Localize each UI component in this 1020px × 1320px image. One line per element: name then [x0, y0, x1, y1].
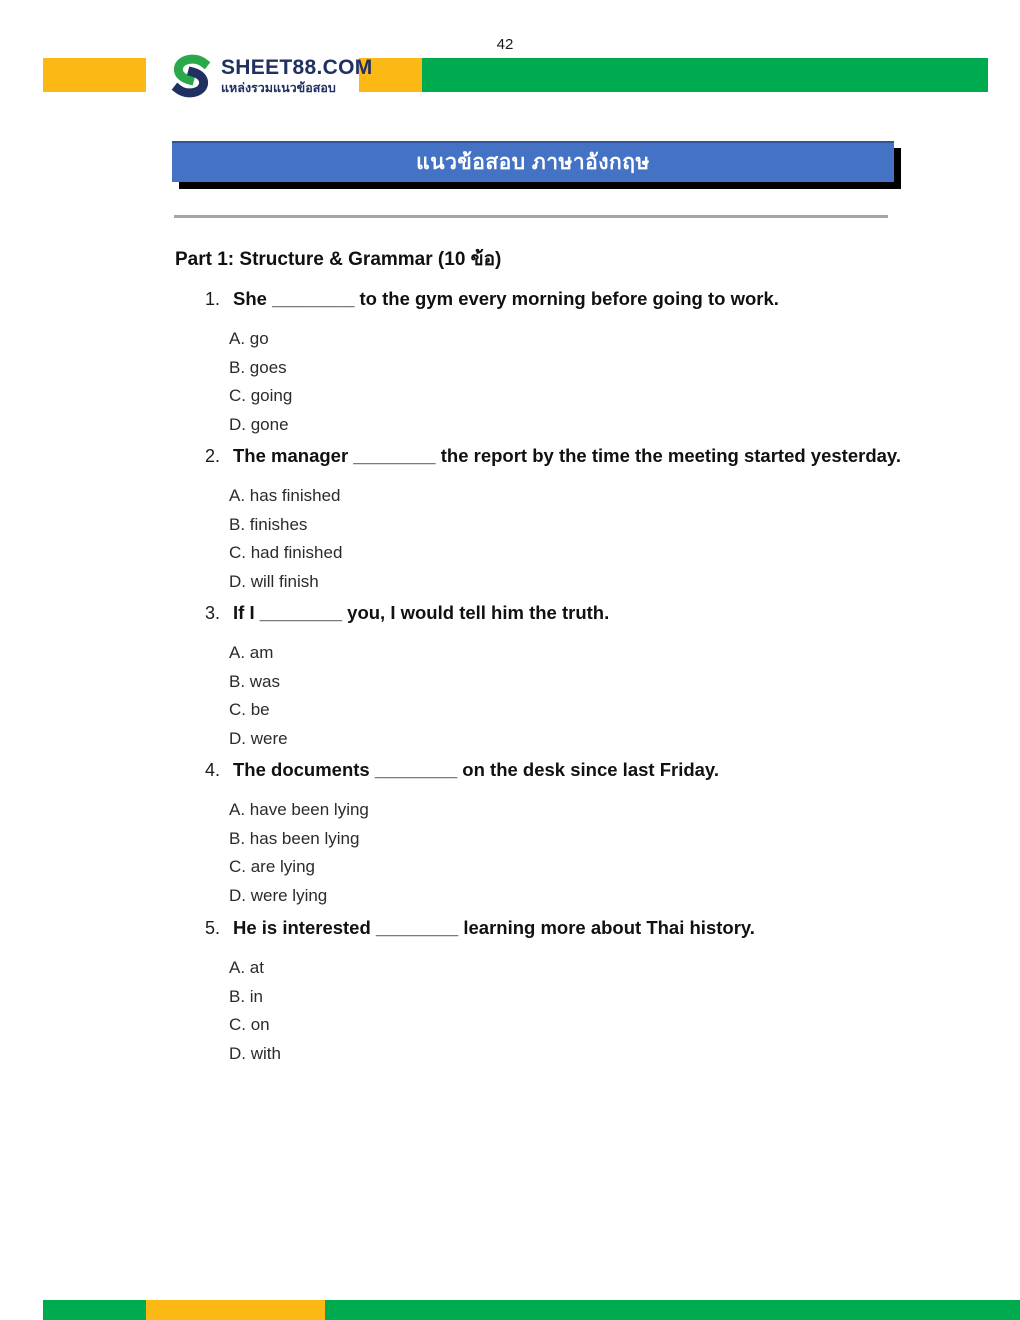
- question-3: [0, 598, 1020, 753]
- option-a: A. am: [229, 643, 274, 662]
- footer-bar-green-right: [325, 1300, 1020, 1320]
- s-ribbon-logo-icon: [168, 54, 214, 98]
- options-list: [0, 325, 1020, 439]
- footer-bar-green-left: [43, 1300, 146, 1320]
- question-text: He is interested ________ learning more about Thai history.: [233, 917, 755, 938]
- question-line: [0, 755, 1020, 785]
- option-b: B. goes: [229, 357, 287, 377]
- question-number: 4.: [205, 760, 221, 780]
- footer-bar-yellow: [146, 1300, 325, 1320]
- option-d: D. were: [229, 728, 288, 748]
- option-d: D. will finish: [229, 571, 319, 591]
- option-b: B. has been lying: [229, 828, 360, 848]
- question-line: [0, 441, 1020, 471]
- header-bar-yellow-left: [43, 58, 146, 92]
- question-line: [0, 284, 1020, 314]
- options-list: [0, 796, 1020, 910]
- question-text: She ________ to the gym every morning before going to work.: [233, 288, 779, 309]
- option-d: D. with: [229, 1043, 281, 1063]
- options-list: [0, 954, 1020, 1068]
- option-d: D. gone: [229, 414, 289, 434]
- option-c: C. be: [229, 700, 270, 720]
- option-a: A. at: [229, 958, 264, 977]
- question-line: [0, 598, 1020, 628]
- divider-line: [174, 215, 888, 218]
- option-c: C. had finished: [229, 543, 343, 563]
- question-text: The manager ________ the report by the time the meeting started yesterday.: [233, 445, 901, 466]
- option-c: C. going: [229, 386, 293, 406]
- question-5: [0, 913, 1020, 1068]
- title-banner: [172, 141, 894, 182]
- options-list: [0, 639, 1020, 753]
- logo-tagline-text: แหล่งรวมแนวข้อสอบ: [221, 81, 336, 96]
- question-1: [0, 284, 1020, 439]
- question-number: 2.: [205, 446, 221, 466]
- option-c: C. on: [229, 1015, 270, 1035]
- logo-text-block: [221, 57, 373, 95]
- question-text: If I ________ you, I would tell him the truth.: [233, 602, 610, 623]
- section-heading: Part 1: Structure & Grammar (10 ข้อ): [175, 249, 502, 270]
- question-number: 3.: [205, 603, 221, 623]
- logo-brand-text: SHEET88.COM: [221, 56, 373, 80]
- question-number: 1.: [205, 289, 221, 309]
- option-a: A. have been lying: [229, 800, 369, 819]
- option-b: B. finishes: [229, 514, 308, 534]
- option-c: C. are lying: [229, 857, 315, 877]
- question-text: The documents ________ on the desk since last Friday.: [233, 759, 719, 780]
- question-number: 5.: [205, 918, 221, 938]
- option-b: B. in: [229, 986, 264, 1006]
- option-d: D. were lying: [229, 885, 328, 905]
- option-a: A. go: [229, 329, 269, 348]
- sheet88-logo: [168, 54, 373, 98]
- header-bar-green: [422, 58, 988, 92]
- question-4: [0, 755, 1020, 910]
- page-number: 42: [496, 36, 514, 53]
- options-list: [0, 482, 1020, 596]
- option-b: B. was: [229, 671, 281, 691]
- question-line: [0, 913, 1020, 943]
- option-a: A. has finished: [229, 486, 341, 505]
- title-banner-text: แนวข้อสอบ ภาษาอังกฤษ: [416, 151, 650, 174]
- question-2: [0, 441, 1020, 596]
